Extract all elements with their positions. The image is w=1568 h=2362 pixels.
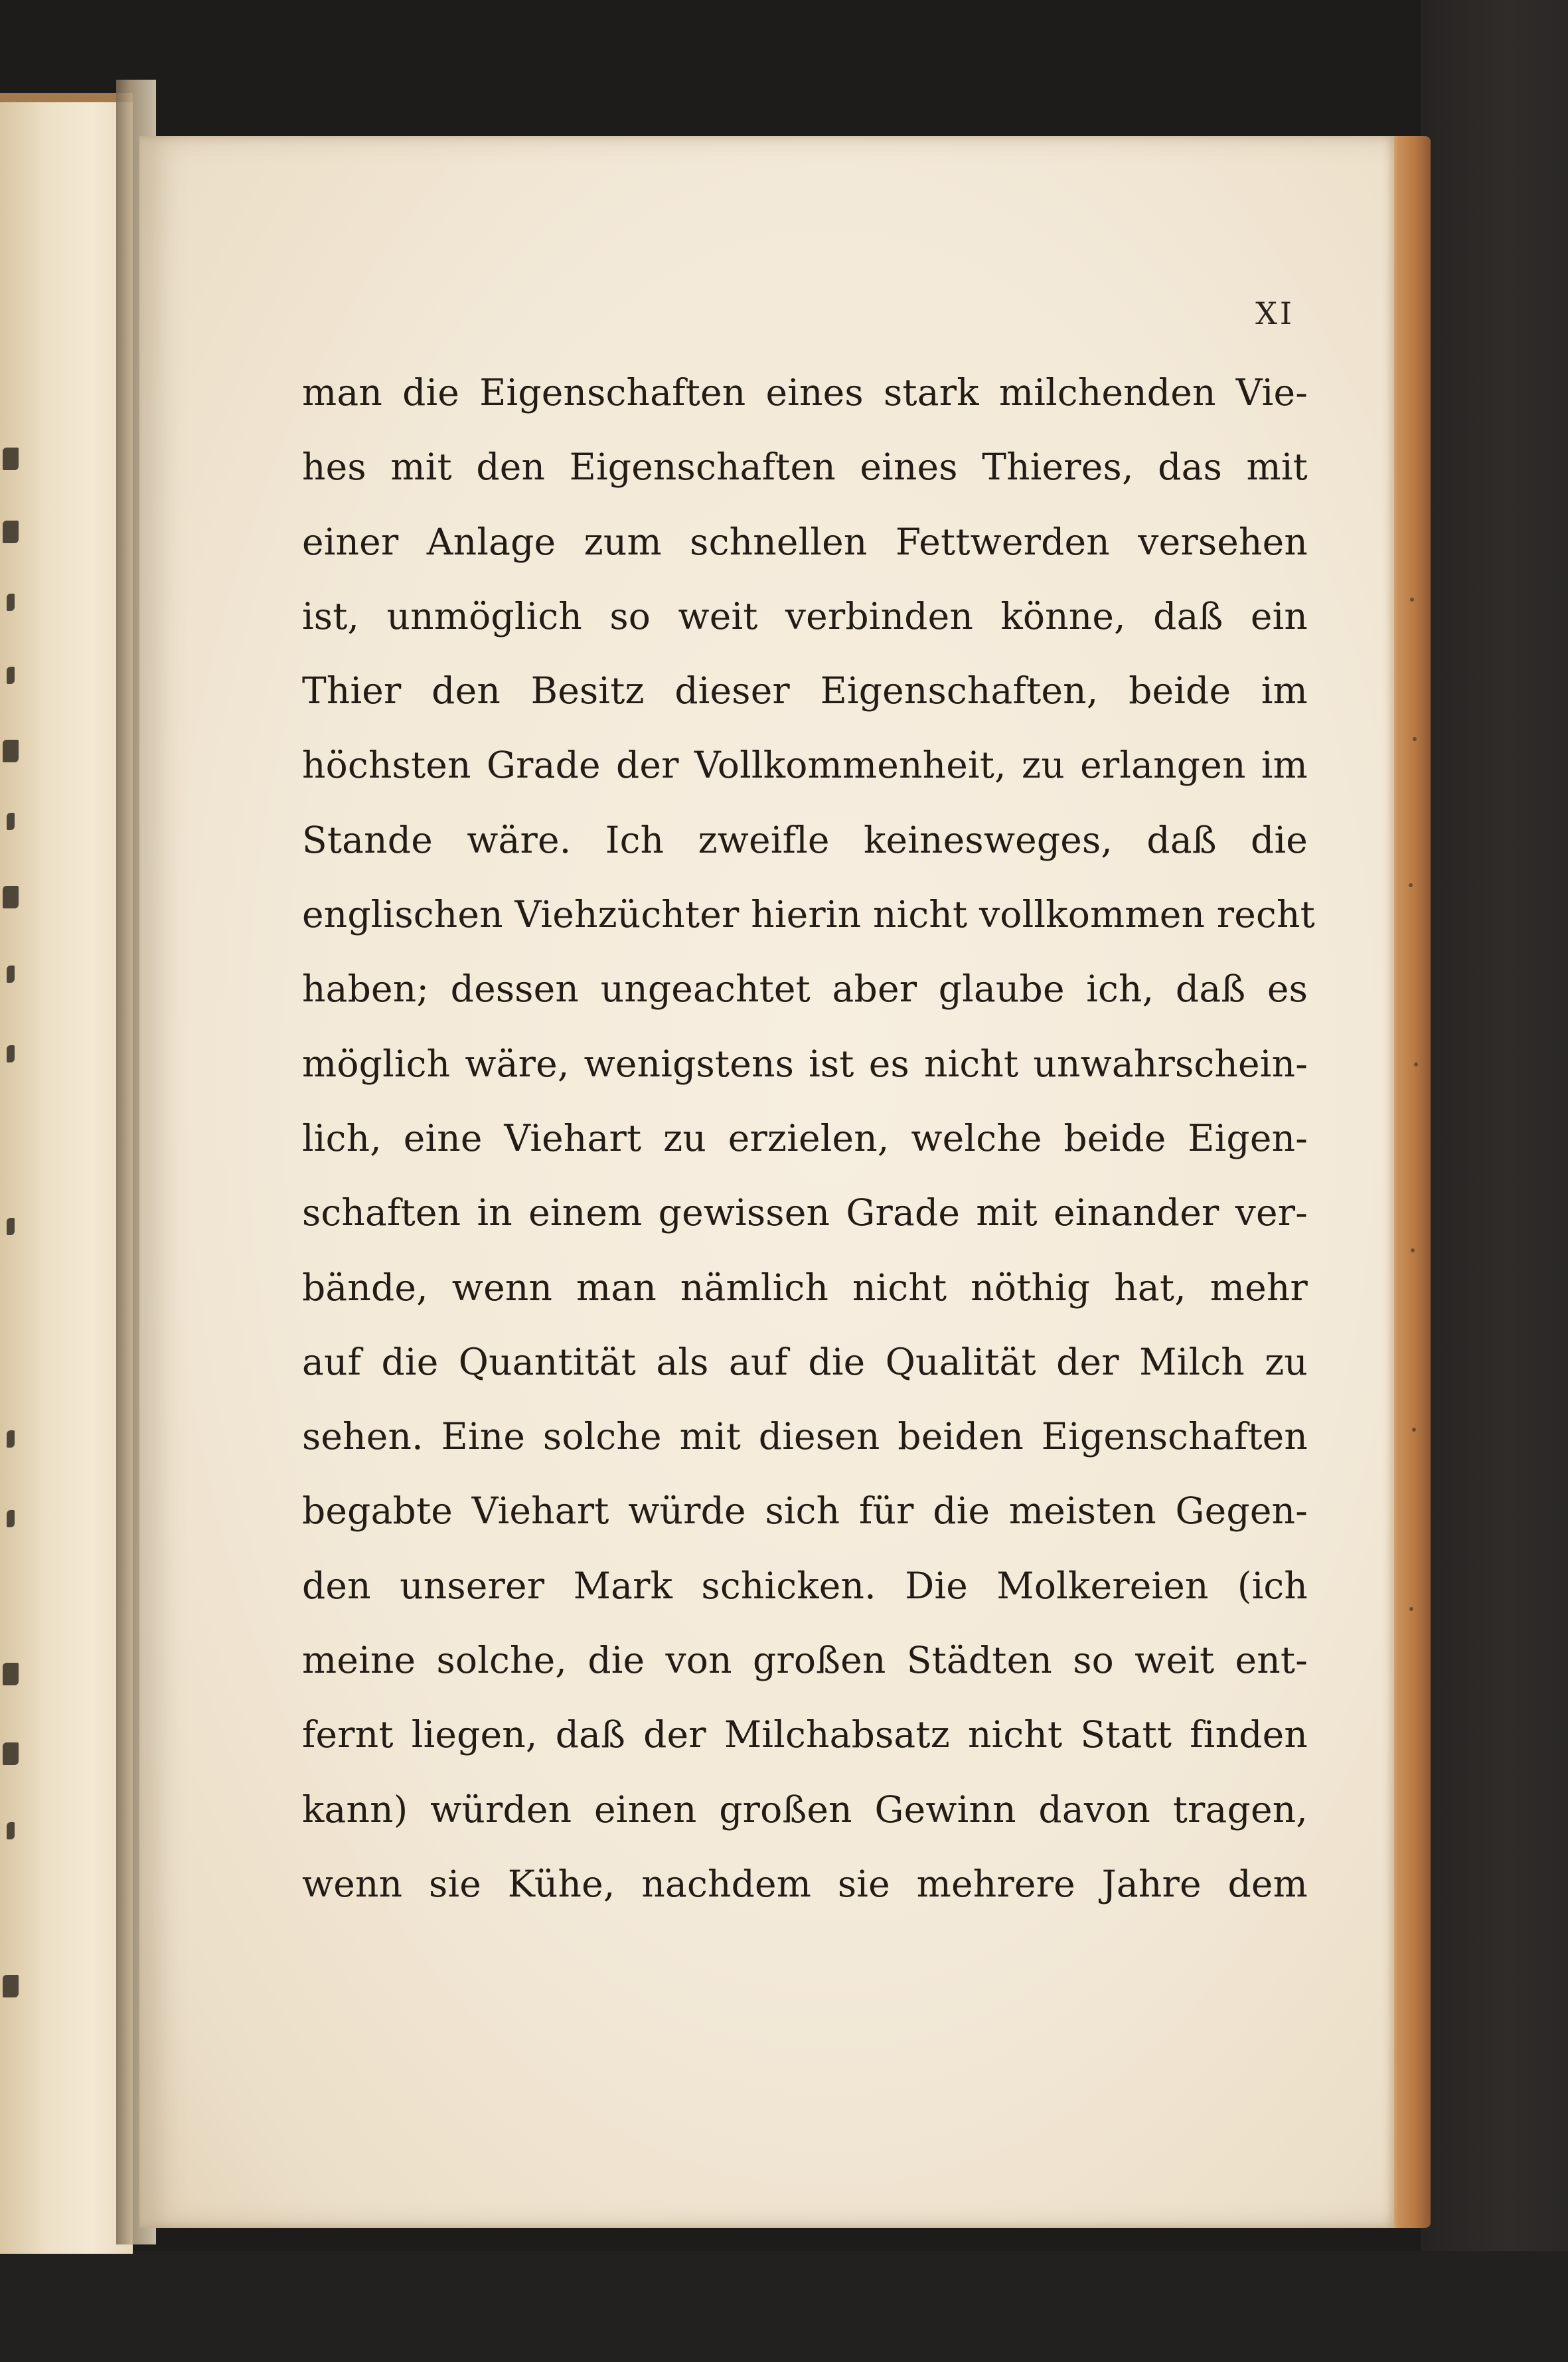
text-line: den unserer Mark schicken. Die Molkereien (ich <box>302 1564 1308 1607</box>
text-line: wenn sie Kühe, nachdem sie mehrere Jahre dem <box>302 1862 1308 1905</box>
text-line: ist, unmöglich so weit verbinden könne, daß ein <box>302 594 1308 637</box>
text-line: meine solche, die von großen Städten so weit ent- <box>302 1639 1308 1682</box>
text-line: begabte Viehart würde sich für die meisten Gegen- <box>302 1489 1308 1533</box>
dark-background-right <box>1421 0 1568 2362</box>
text-fragment <box>7 1510 15 1527</box>
text-line: einer Anlage zum schnellen Fettwerden versehen <box>302 520 1308 563</box>
text-fragment <box>3 886 19 908</box>
text-line: kann) würden einen großen Gewinn davon tragen, <box>302 1788 1308 1831</box>
text-fragment <box>3 1742 19 1765</box>
text-fragment <box>7 1430 15 1448</box>
text-line: Thier den Besitz dieser Eigenschaften, beide im <box>302 669 1308 713</box>
foxing-spot <box>1409 883 1413 887</box>
foxing-spot <box>1410 598 1414 602</box>
text-fragment <box>7 1218 15 1235</box>
text-line: fernt liegen, daß der Milchabsatz nicht Statt finden <box>302 1713 1308 1756</box>
text-fragment <box>7 594 15 611</box>
text-fragment <box>3 448 19 470</box>
text-fragment <box>7 813 15 830</box>
text-line: haben; dessen ungeachtet aber glaube ich, daß es <box>302 968 1308 1011</box>
text-line: möglich wäre, wenigstens ist es nicht unwahrschein- <box>302 1042 1308 1085</box>
page-number: XI <box>1255 295 1294 331</box>
text-line: hes mit den Eigenschaften eines Thieres, das mit <box>302 446 1308 489</box>
text-line: auf die Quantität als auf die Qualität der Milch zu <box>302 1340 1308 1383</box>
foxing-spot <box>1413 737 1417 741</box>
left-page-text-fragments <box>0 434 40 2028</box>
text-fragment <box>3 1663 19 1685</box>
text-line: höchsten Grade der Vollkommenheit, zu erlangen im <box>302 744 1308 787</box>
foxing-spot <box>1412 1428 1416 1432</box>
left-facing-page <box>0 93 133 2254</box>
text-fragment <box>3 740 19 762</box>
text-line: Stande wäre. Ich zweifle keinesweges, daß die <box>302 818 1308 861</box>
text-line: englischen Viehzüchter hierin nicht vollkommen recht <box>302 893 1315 936</box>
dark-background-bottom <box>0 2251 1568 2362</box>
text-fragment <box>7 1822 15 1839</box>
text-fragment <box>7 1045 15 1062</box>
right-book-page <box>139 136 1394 2228</box>
text-fragment <box>7 667 15 684</box>
text-fragment <box>3 1975 19 1997</box>
text-line: lich, eine Viehart zu erzielen, welche beide Eigen- <box>302 1116 1308 1159</box>
body-text <box>302 355 1315 1921</box>
text-line: bände, wenn man nämlich nicht nöthig hat, mehr <box>302 1266 1308 1309</box>
text-fragment <box>7 966 15 983</box>
text-line: schaften in einem gewissen Grade mit einander ver- <box>302 1191 1308 1234</box>
text-line: sehen. Eine solche mit diesen beiden Eigenschaften <box>302 1415 1308 1458</box>
text-line: man die Eigenschaften eines stark milchenden Vie- <box>302 371 1308 414</box>
foxing-spot <box>1411 1248 1415 1252</box>
edge-foxing-spots <box>1407 598 1421 1660</box>
foxing-spot <box>1414 1062 1418 1066</box>
text-fragment <box>3 521 19 543</box>
foxing-spot <box>1409 1607 1413 1611</box>
